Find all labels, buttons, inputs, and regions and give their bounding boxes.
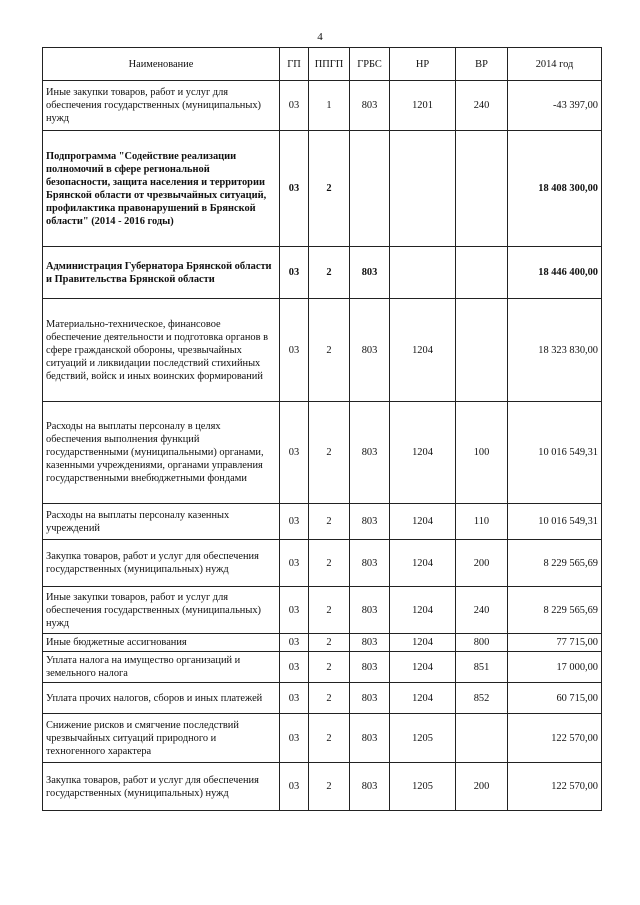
page-number: 4	[317, 31, 323, 43]
cell-vr	[456, 714, 508, 763]
cell-grbs: 803	[350, 540, 390, 587]
cell-ppgp: 2	[309, 714, 350, 763]
table-row	[43, 714, 602, 763]
cell-vr	[456, 247, 508, 299]
cell-gp: 03	[280, 683, 309, 714]
cell-name: Расходы на выплаты персоналу казенных учреждений	[43, 504, 280, 540]
cell-amount: 18 323 830,00	[508, 299, 602, 402]
cell-vr: 800	[456, 634, 508, 652]
cell-nr	[390, 247, 456, 299]
cell-ppgp: 2	[309, 131, 350, 247]
cell-vr: 240	[456, 587, 508, 634]
table-row	[43, 652, 602, 683]
cell-ppgp: 2	[309, 763, 350, 811]
cell-vr: 851	[456, 652, 508, 683]
cell-vr: 200	[456, 763, 508, 811]
cell-ppgp: 2	[309, 247, 350, 299]
cell-amount: 10 016 549,31	[508, 504, 602, 540]
cell-vr: 240	[456, 81, 508, 131]
cell-amount: 17 000,00	[508, 652, 602, 683]
cell-amount: 60 715,00	[508, 683, 602, 714]
cell-name: Материально-техническое, финансовое обеспечение деятельности и подготовка органов в сфере гражданской обороны, чрезвычайных ситуаций и ликвидации последствий стихийных бедствий, войск и иных воинских формирований	[43, 299, 280, 402]
cell-vr	[456, 131, 508, 247]
cell-gp: 03	[280, 299, 309, 402]
cell-name: Снижение рисков и смягчение последствий чрезвычайных ситуаций природного и техногенного характера	[43, 714, 280, 763]
table-row	[43, 504, 602, 540]
cell-ppgp: 2	[309, 504, 350, 540]
cell-gp: 03	[280, 652, 309, 683]
cell-nr: 1204	[390, 402, 456, 504]
cell-grbs: 803	[350, 504, 390, 540]
cell-name: Иные бюджетные ассигнования	[43, 634, 280, 652]
cell-amount: 18 408 300,00	[508, 131, 602, 247]
cell-amount: 18 446 400,00	[508, 247, 602, 299]
cell-vr: 200	[456, 540, 508, 587]
cell-grbs: 803	[350, 247, 390, 299]
cell-amount: 122 570,00	[508, 714, 602, 763]
cell-grbs: 803	[350, 683, 390, 714]
cell-name: Администрация Губернатора Брянской области и Правительства Брянской области	[43, 247, 280, 299]
cell-grbs	[350, 131, 390, 247]
cell-nr: 1204	[390, 683, 456, 714]
cell-gp: 03	[280, 131, 309, 247]
cell-amount: 8 229 565,69	[508, 587, 602, 634]
cell-gp: 03	[280, 540, 309, 587]
table-row	[43, 540, 602, 587]
cell-amount: 8 229 565,69	[508, 540, 602, 587]
cell-name: Иные закупки товаров, работ и услуг для обеспечения государственных (муниципальных) нужд	[43, 587, 280, 634]
column-header-vr: ВР	[456, 48, 508, 81]
budget-table	[42, 47, 602, 811]
column-header-nr: НР	[390, 48, 456, 81]
column-header-ppgp: ППГП	[309, 48, 350, 81]
cell-grbs: 803	[350, 714, 390, 763]
cell-vr: 110	[456, 504, 508, 540]
table-row	[43, 131, 602, 247]
table-header-row	[43, 48, 602, 81]
cell-grbs: 803	[350, 587, 390, 634]
column-header-gp: ГП	[280, 48, 309, 81]
cell-grbs: 803	[350, 81, 390, 131]
cell-ppgp: 2	[309, 634, 350, 652]
cell-grbs: 803	[350, 299, 390, 402]
cell-ppgp: 2	[309, 587, 350, 634]
cell-amount: 77 715,00	[508, 634, 602, 652]
cell-name: Подпрограмма "Содействие реализации полномочий в сфере региональной безопасности, защита населения и территории Брянской области от чрезвычайных ситуаций, профилактика правонарушений в Брянской области" (2014 - 2016 годы)	[43, 131, 280, 247]
column-header-name: Наименование	[43, 48, 280, 81]
cell-name: Уплата прочих налогов, сборов и иных платежей	[43, 683, 280, 714]
cell-nr: 1204	[390, 540, 456, 587]
cell-grbs: 803	[350, 634, 390, 652]
table-row	[43, 683, 602, 714]
cell-ppgp: 2	[309, 652, 350, 683]
cell-grbs: 803	[350, 763, 390, 811]
cell-ppgp: 2	[309, 299, 350, 402]
cell-name: Закупка товаров, работ и услуг для обеспечения государственных (муниципальных) нужд	[43, 763, 280, 811]
table-row	[43, 634, 602, 652]
cell-name: Уплата налога на имущество организаций и земельного налога	[43, 652, 280, 683]
cell-grbs: 803	[350, 652, 390, 683]
table-row	[43, 247, 602, 299]
cell-ppgp: 1	[309, 81, 350, 131]
table-row	[43, 81, 602, 131]
cell-nr: 1204	[390, 504, 456, 540]
cell-nr: 1204	[390, 587, 456, 634]
cell-name: Иные закупки товаров, работ и услуг для обеспечения государственных (муниципальных) нужд	[43, 81, 280, 131]
cell-nr: 1205	[390, 714, 456, 763]
cell-ppgp: 2	[309, 402, 350, 504]
cell-nr	[390, 131, 456, 247]
cell-gp: 03	[280, 763, 309, 811]
cell-nr: 1204	[390, 634, 456, 652]
cell-grbs: 803	[350, 402, 390, 504]
table-row	[43, 402, 602, 504]
cell-amount: 10 016 549,31	[508, 402, 602, 504]
cell-gp: 03	[280, 504, 309, 540]
cell-gp: 03	[280, 634, 309, 652]
cell-vr: 100	[456, 402, 508, 504]
cell-nr: 1204	[390, 652, 456, 683]
cell-ppgp: 2	[309, 683, 350, 714]
cell-nr: 1205	[390, 763, 456, 811]
cell-nr: 1201	[390, 81, 456, 131]
cell-amount: -43 397,00	[508, 81, 602, 131]
column-header-grbs: ГРБС	[350, 48, 390, 81]
cell-vr	[456, 299, 508, 402]
cell-nr: 1204	[390, 299, 456, 402]
cell-name: Закупка товаров, работ и услуг для обеспечения государственных (муниципальных) нужд	[43, 540, 280, 587]
cell-gp: 03	[280, 247, 309, 299]
table-row	[43, 299, 602, 402]
cell-vr: 852	[456, 683, 508, 714]
cell-gp: 03	[280, 587, 309, 634]
table-row	[43, 587, 602, 634]
cell-gp: 03	[280, 714, 309, 763]
table-row	[43, 763, 602, 811]
cell-amount: 122 570,00	[508, 763, 602, 811]
cell-name: Расходы на выплаты персоналу в целях обеспечения выполнения функций государственными (муниципальными) органами, казенными учреждениями, органами управления государственными внебюджетными фондами	[43, 402, 280, 504]
cell-ppgp: 2	[309, 540, 350, 587]
column-header-amount: 2014 год	[508, 48, 602, 81]
cell-gp: 03	[280, 402, 309, 504]
cell-gp: 03	[280, 81, 309, 131]
